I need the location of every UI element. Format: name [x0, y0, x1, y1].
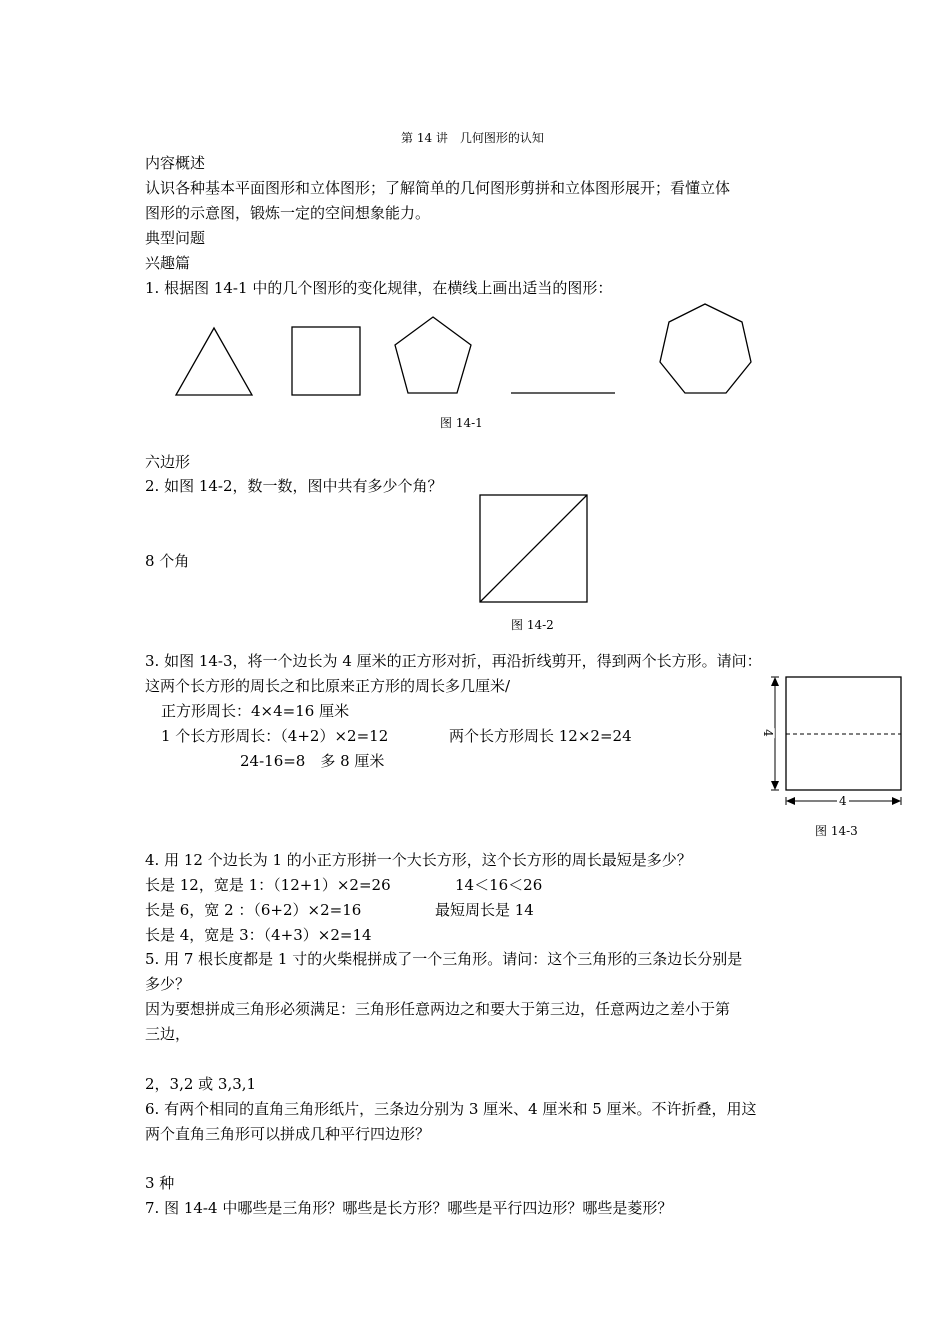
answer-2: 8 个角 — [145, 552, 190, 570]
answer-3-line2a: 1 个长方形周长：（4+2）×2=12 — [161, 727, 389, 745]
answer-4-line3: 长是 4，宽是 3：（4+3）×2=14 — [145, 926, 372, 944]
figure-14-1-caption: 图 14-1 — [440, 416, 483, 430]
figure-14-2-caption: 图 14-2 — [511, 618, 554, 632]
question-6-line1: 6. 有两个相同的直角三角形纸片，三条边分别为 3 厘米、4 厘米和 5 厘米。不许折叠，用这 — [145, 1100, 757, 1118]
answer-4-line2a: 长是 6，宽 2 ：（6+2）×2=16 — [145, 901, 362, 919]
answer-3-line1: 正方形周长：4×4=16 厘米 — [161, 702, 350, 720]
question-7: 7. 图 14-4 中哪些是三角形？哪些是长方形？哪些是平行四边形？哪些是菱形？ — [145, 1199, 673, 1217]
overview-text-line2: 图形的示意图，锻炼一定的空间想象能力。 — [145, 204, 431, 222]
side-length-label: 4 — [760, 729, 775, 737]
question-3-line1: 3. 如图 14-3，将一个边长为 4 厘米的正方形对折，再沿折线剪开，得到两个长方形。请问： — [145, 652, 762, 670]
bottom-length-label: 4 — [839, 794, 847, 808]
answer-1: 六边形 — [145, 453, 191, 471]
answer-4-line1a: 长是 12，宽是 1：（12+1）×2=26 — [145, 876, 391, 894]
section-problems-heading: 典型问题 — [145, 229, 206, 247]
question-2: 2. 如图 14-2，数一数，图中共有多少个角？ — [145, 477, 443, 495]
page-title: 第 14 讲 几何图形的认知 — [401, 131, 544, 145]
question-5-line2: 多少？ — [145, 975, 191, 993]
arrow-down-icon — [771, 781, 779, 790]
arrow-right-icon — [892, 797, 901, 805]
question-1: 1. 根据图 14-1 中的几个图形的变化规律，在横线上画出适当的图形： — [145, 279, 613, 297]
arrow-left-icon — [786, 797, 795, 805]
overview-text-line1: 认识各种基本平面图形和立体图形；了解简单的几何图形剪拼和立体图形展开；看懂立体 — [145, 179, 731, 197]
answer-3-line2b: 两个长方形周长 12×2=24 — [449, 727, 632, 745]
answer-5-line3: 2，3,2 或 3,3,1 — [145, 1075, 257, 1093]
arrow-up-icon — [771, 677, 779, 686]
answer-3-line3: 24-16=8 多 8 厘米 — [240, 752, 385, 770]
answer-5-line2: 三边， — [145, 1025, 191, 1043]
figure-14-3-caption: 图 14-3 — [815, 824, 858, 838]
question-3-line2: 这两个长方形的周长之和比原来正方形的周长多几厘米/ — [145, 677, 511, 695]
answer-6: 3 种 — [145, 1174, 175, 1192]
answer-4-line1b: 14＜16＜26 — [455, 876, 543, 894]
question-4: 4. 用 12 个边长为 1 的小正方形拼一个大长方形，这个长方形的周长最短是多少？ — [145, 851, 692, 869]
section-interest-heading: 兴趣篇 — [145, 254, 191, 272]
answer-4-line2b: 最短周长是 14 — [435, 901, 534, 919]
answer-5-line1: 因为要想拼成三角形必须满足：三角形任意两边之和要大于第三边，任意两边之差小于第 — [145, 1000, 731, 1018]
question-6-line2: 两个直角三角形可以拼成几种平行四边形？ — [145, 1125, 431, 1143]
question-5-line1: 5. 用 7 根长度都是 1 寸的火柴棍拼成了一个三角形。请问：这个三角形的三条边长分别是 — [145, 950, 743, 968]
section-overview-heading: 内容概述 — [145, 154, 206, 172]
